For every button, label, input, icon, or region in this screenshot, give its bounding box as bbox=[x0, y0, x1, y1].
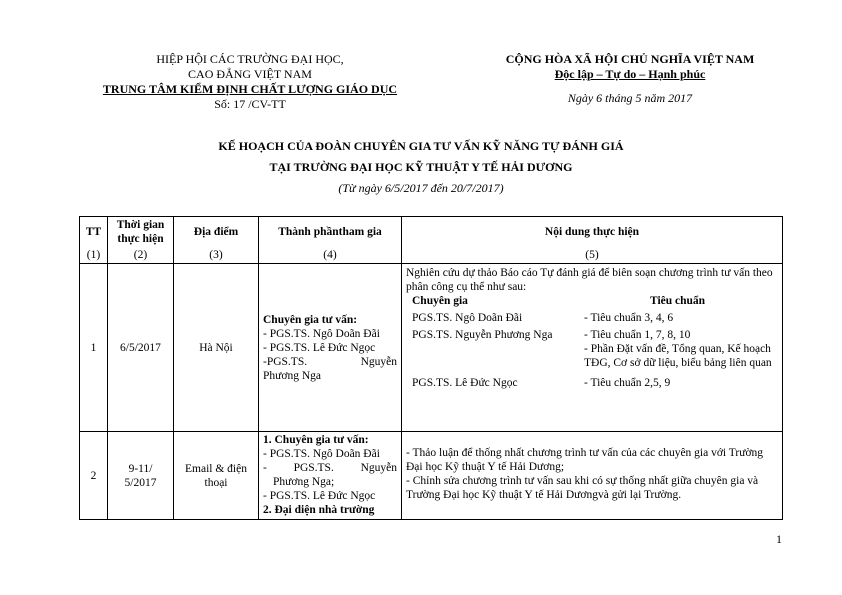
row2-time: 9-11/ 5/2017 bbox=[108, 432, 174, 520]
row2-participants bbox=[259, 432, 402, 520]
row2-participant-2b: PGS.TS. bbox=[293, 462, 334, 474]
row2-participant-1: - PGS.TS. Ngô Doãn Đãi bbox=[263, 448, 380, 460]
assignment-standard-2b: - Phần Đặt vấn đề, Tổng quan, Kế hoạch TĐG, Cơ sở dữ liệu, biểu bảng liên quan bbox=[584, 343, 772, 369]
org-name-line2: CAO ĐẲNG VIỆT NAM bbox=[188, 67, 312, 81]
row2-content-1: - Thảo luận để thống nhất chương trình tư vấn của các chuyên gia với Trường Đại học Kỹ thuật Y tế Hải Dương; bbox=[406, 447, 764, 473]
row1-participant-3a: -PGS.TS. bbox=[263, 355, 308, 368]
col-number-2: (2) bbox=[108, 247, 174, 264]
country-name: CỘNG HÒA XÃ HỘI CHỦ NGHĨA VIỆT NAM bbox=[505, 52, 755, 66]
row1-participants-title: Chuyên gia tư vấn: bbox=[263, 313, 358, 326]
col-number-4: (4) bbox=[259, 247, 402, 264]
header-tt: TT bbox=[80, 217, 108, 248]
row2-place: Email & điện thoại bbox=[174, 432, 259, 520]
national-motto-text: Độc lập – Tự do – Hạnh phúc bbox=[554, 67, 706, 81]
row2-content bbox=[402, 432, 783, 520]
row1-place: Hà Nội bbox=[174, 264, 259, 432]
row1-participant-3b: Nguyễn bbox=[360, 355, 397, 368]
table-row bbox=[80, 264, 783, 432]
assignment-expert-1: PGS.TS. Ngô Doãn Đãi bbox=[412, 312, 523, 324]
table-row bbox=[80, 432, 783, 520]
row2-participants-title: 1. Chuyên gia tư vấn: bbox=[263, 434, 369, 446]
row1-participant-1: - PGS.TS. Ngô Doãn Đãi bbox=[263, 327, 380, 340]
assignment-header-standard: Tiêu chuẩn bbox=[650, 295, 706, 307]
header-place: Địa điểm bbox=[174, 217, 259, 248]
header-participants: Thành phầntham gia bbox=[259, 217, 402, 248]
row1-content bbox=[402, 264, 783, 432]
page-number: 1 bbox=[776, 532, 782, 546]
plan-title-line1: KẾ HOẠCH CỦA ĐOÀN CHUYÊN GIA TƯ VẤN KỸ NĂNG TỰ ĐÁNH GIÁ bbox=[218, 139, 624, 153]
plan-period: (Từ ngày 6/5/2017 đến 20/7/2017) bbox=[338, 181, 504, 195]
row2-participant-2 bbox=[263, 461, 397, 475]
row2-participant-3: - PGS.TS. Lê Đức Ngọc bbox=[263, 490, 376, 502]
row2-tt: 2 bbox=[80, 432, 108, 520]
row1-content-intro: Nghiên cứu dự thảo Báo cáo Tự đánh giá để biên soạn chương trình tư vấn theo phân công cụ thể như sau: bbox=[406, 267, 773, 293]
assignment-header bbox=[406, 294, 778, 308]
row2-content-2: - Chỉnh sửa chương trình tư vấn sau khi có sự thống nhất giữa chuyên gia và Trường Đại học Kỹ thuật Y tế Hải Dươngvà gửi lại Trường. bbox=[406, 475, 759, 501]
header-right bbox=[470, 52, 790, 106]
row1-participant-3c: Phương Nga bbox=[263, 369, 321, 382]
header-time: Thời gian thực hiện bbox=[108, 217, 174, 248]
plan-table bbox=[79, 216, 783, 520]
assignment-expert-3: PGS.TS. Lê Đức Ngọc bbox=[412, 377, 518, 389]
assignment-standard-2a: - Tiêu chuẩn 1, 7, 8, 10 bbox=[584, 329, 691, 341]
national-motto bbox=[470, 67, 790, 82]
org-name-line3 bbox=[60, 82, 440, 97]
assignment-expert-2: PGS.TS. Nguyễn Phương Nga bbox=[412, 329, 553, 341]
row2-participant-2d: Phương Nga; bbox=[273, 476, 335, 488]
row2-participant-2a: - bbox=[263, 462, 267, 474]
col-number-1: (1) bbox=[80, 247, 108, 264]
assignment-header-expert: Chuyên gia bbox=[412, 295, 468, 307]
row1-participants bbox=[259, 264, 402, 432]
document-number: Số: 17 /CV-TT bbox=[214, 97, 286, 111]
row2-participant-2c: Nguyễn bbox=[360, 462, 397, 474]
header-left bbox=[60, 52, 440, 112]
assignment-standard-3: - Tiêu chuẩn 2,5, 9 bbox=[584, 377, 671, 389]
org-name-line3-text: TRUNG TÂM KIỂM ĐỊNH CHẤT LƯỢNG GIÁO DỤC bbox=[102, 82, 398, 96]
row2-participant-4: 2. Đại diện nhà trường bbox=[263, 504, 375, 516]
plan-title-line2: TẠI TRƯỜNG ĐẠI HỌC KỸ THUẬT Y TẾ HẢI DƯƠNG bbox=[269, 160, 573, 174]
row1-participant-2: - PGS.TS. Lê Đức Ngọc bbox=[263, 341, 376, 354]
col-number-3: (3) bbox=[174, 247, 259, 264]
assignment-standards-2 bbox=[584, 328, 778, 370]
document-date: Ngày 6 tháng 5 năm 2017 bbox=[567, 91, 693, 105]
header-content: Nội dung thực hiện bbox=[402, 217, 783, 248]
row1-time: 6/5/2017 bbox=[108, 264, 174, 432]
assignment-row bbox=[406, 328, 778, 370]
col-number-5: (5) bbox=[402, 247, 783, 264]
assignment-standard-1: - Tiêu chuẩn 3, 4, 6 bbox=[584, 312, 674, 324]
table-number-row bbox=[80, 247, 783, 264]
assignment-row bbox=[406, 376, 778, 390]
row1-participant-3 bbox=[263, 355, 397, 369]
row1-tt: 1 bbox=[80, 264, 108, 432]
assignment-row bbox=[406, 311, 778, 325]
table-header-row bbox=[80, 217, 783, 248]
org-name-line1: HIỆP HỘI CÁC TRƯỜNG ĐẠI HỌC, bbox=[156, 52, 344, 66]
